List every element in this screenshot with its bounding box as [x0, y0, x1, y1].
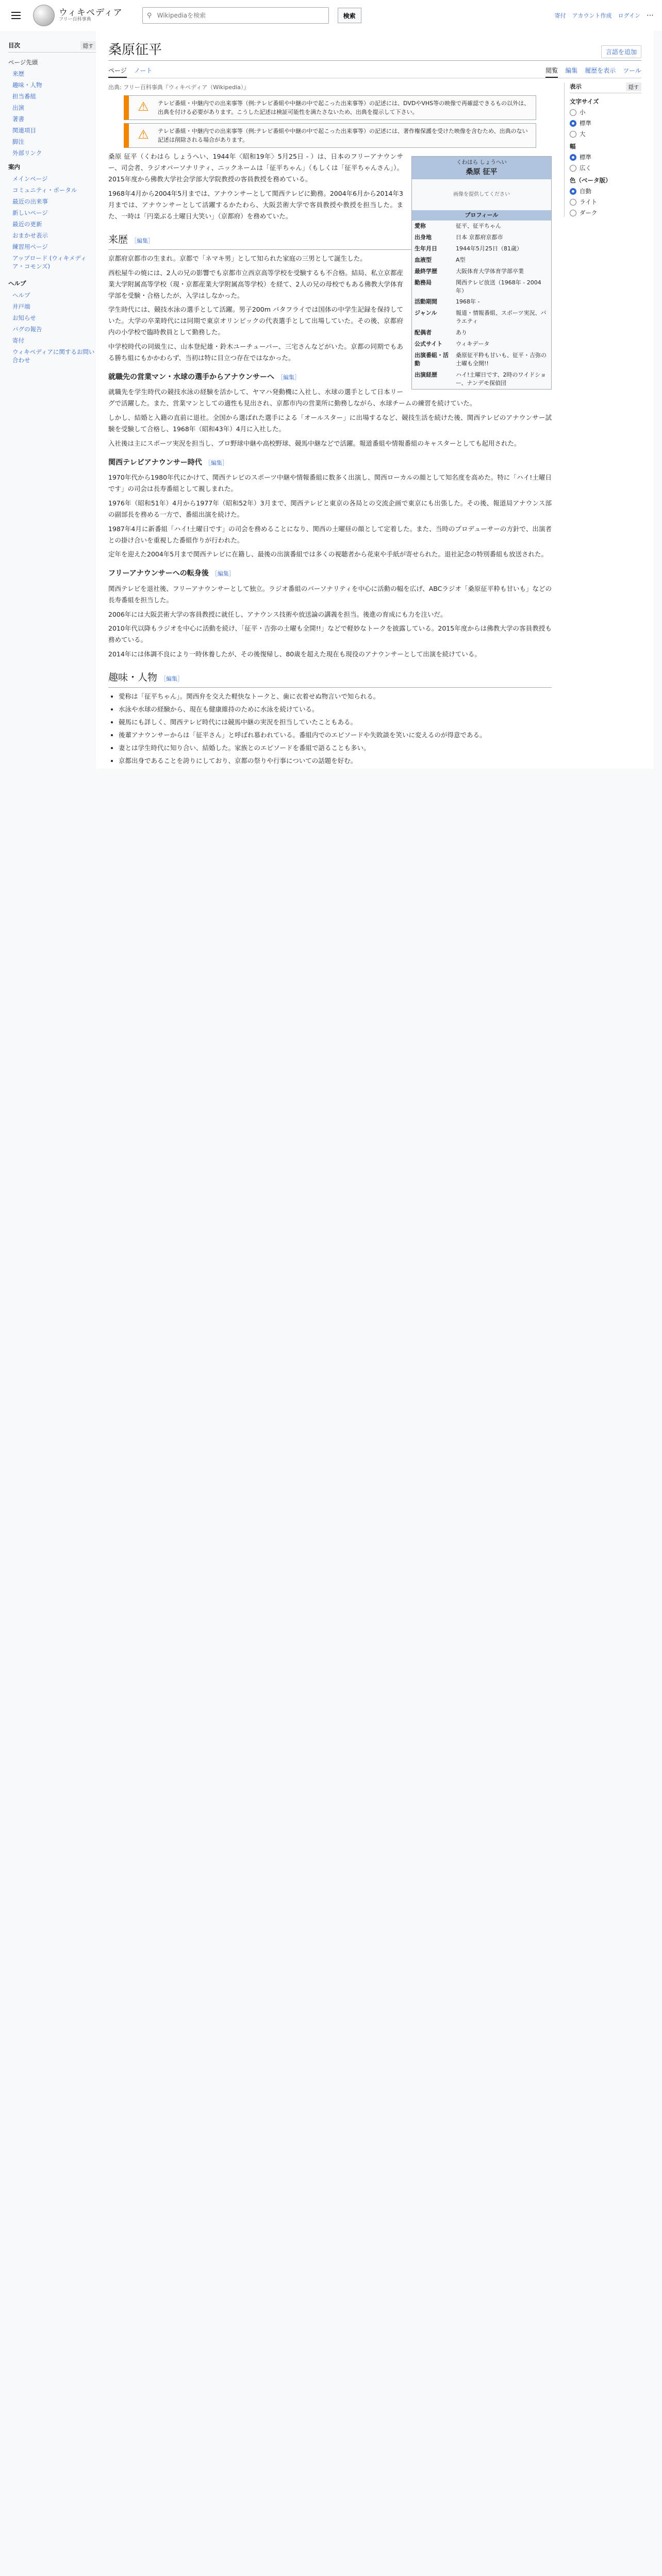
section-title: 趣味・人物 [108, 672, 158, 684]
tab-action[interactable]: 編集 [565, 67, 578, 74]
portal-link[interactable]: コミュニティ・ポータル [12, 187, 77, 194]
infobox-subheader: プロフィール [412, 210, 551, 221]
infobox-photo-placeholder[interactable]: 画像を提供してください [453, 191, 510, 197]
infobox-value: A型 [456, 256, 466, 263]
help-link[interactable]: ウィキペディアに関するお問い合わせ [12, 348, 95, 364]
toc-item[interactable]: 外部リンク [12, 149, 42, 157]
search-button[interactable]: 検索 [338, 8, 361, 23]
toc-item[interactable]: 出演 [12, 104, 24, 111]
infobox-row [412, 266, 551, 277]
text-size-option[interactable] [570, 108, 641, 116]
main-content [96, 31, 654, 769]
radio-icon [570, 120, 576, 127]
portal-link[interactable]: 練習用ページ [12, 243, 48, 250]
list-item: • 水泳や水球の経験から、現在も健康維持のために水泳を続けている。 [119, 704, 552, 715]
more-options-icon[interactable]: ⋯ [647, 11, 654, 20]
search-input[interactable] [156, 11, 328, 20]
section-edit-link[interactable]: ［編集］ [131, 237, 154, 244]
infobox-key: ジャンル [415, 310, 437, 317]
user-link[interactable]: アカウント作成 [572, 12, 612, 19]
radio-label: ダーク [580, 209, 598, 216]
list-item: • 後輩アナウンサーからは「征平さん」と呼ばれ慕われている。番組内でのエピソードや失敗談を笑いに変えるのが得意である。 [119, 730, 552, 741]
radio-icon [570, 165, 576, 172]
help-link[interactable]: 寄付 [12, 337, 24, 344]
paragraph: 定年を迎えた2004年5月まで関西テレビに在籍し、最後の出演番組では多くの視聴者から花束や手紙が寄せられた。退社記念の特別番組も放送された。 [108, 550, 548, 558]
infobox-row [412, 350, 551, 369]
paragraph: 就職先を学生時代の競技水泳の経験を活かして、ヤマハ発動機に入社し、水球の選手として日本リーグで活躍した。また、営業マンとしての適性も見出され、京都市内の営業所に勤務しながら、水球チームの練習を続けていた。 [108, 388, 476, 408]
site-logo[interactable] [33, 5, 123, 26]
infobox-value: 桑原征平粋も甘いも、征平・吉弥の土曜も全開!! [456, 352, 547, 367]
section-title: フリーアナウンサーへの転身後 [108, 569, 209, 578]
infobox-key: 配偶者 [415, 329, 432, 336]
radio-label: 大 [580, 130, 586, 138]
wikipedia-globe-icon [33, 5, 55, 26]
paragraph: しかし、結婚と入籍の直前に退社。全国から選ばれた選手による「オールスター」に出場するなど、競技生活を続けた後、関西テレビのアナウンサー試験を受験して合格し、1968年（昭和43年）4月に入社した。 [108, 414, 552, 433]
tagline: フリー百科事典 [59, 17, 91, 23]
radio-icon [570, 188, 576, 195]
width-label: 幅 [570, 143, 576, 150]
color-option[interactable] [570, 187, 641, 195]
toc-item[interactable]: 来歴 [12, 70, 24, 77]
article-body [108, 78, 552, 769]
paragraph: 1970年代から1980年代にかけて、関西テレビのスポーツ中継や情報番組に数多く出演し、関西ローカルの顔として知名度を高めた。特に「ハイ!土曜日です」の司会は長寿番組として親しまれた。 [108, 473, 552, 493]
paragraph: 2006年には大阪芸術大学の客員教授に就任し、アナウンス技術や放送論の講義を担当。後進の育成にも力を注いだ。 [108, 610, 447, 618]
toc-item[interactable]: 関連項目 [12, 127, 36, 134]
infobox [411, 156, 552, 389]
portal-link[interactable]: 新しいページ [12, 209, 48, 216]
list-item: • 妻とは学生時代に知り合い、結婚した。家族とのエピソードを番組で語ることも多い。 [119, 742, 552, 754]
help-link[interactable]: お知らせ [12, 314, 36, 321]
toc-item[interactable]: 趣味・人物 [12, 81, 42, 89]
search-icon: ⚲ [146, 11, 152, 20]
infobox-value: ウィキデータ [456, 341, 490, 348]
portal-link[interactable]: 最近の更新 [12, 221, 42, 228]
tab-action[interactable]: 閲覧 [545, 64, 558, 78]
infobox-key: 血液型 [415, 256, 432, 263]
lead-paragraph: 桑原 征平（くわはら しょうへい、1944年〈昭和19年〉5月25日 - ）は、日本のフリーアナウンサー、司会者、ラジオパーソナリティ、ニックネームは「征平ちゃん」（もしくは「征平ちゃんさん」）。2015年度から佛教大学社会学部大学院教授の客員教授を務めている。 [108, 152, 403, 183]
infobox-key: 生年月日 [415, 245, 437, 252]
text-size-label: 文字サイズ [570, 98, 599, 105]
color-label: 色（ベータ版） [570, 177, 611, 184]
toc-item[interactable]: 脚注 [12, 138, 24, 145]
toc-hide-button[interactable]: 隠す [80, 41, 96, 50]
paragraph: 1976年（昭和51年）4月から1977年（昭和52年）3月まで、関西テレビと東京の各局との交流企画で東京にも出張した。その後、報道局アナウンス部の副部長を務める一方で、番組出演を続けた。 [108, 499, 552, 518]
wordmark: ウィキペディア [59, 7, 123, 18]
radio-icon [570, 154, 576, 161]
paragraph: 入社後は主にスポーツ実況を担当し、プロ野球中継や高校野球、競馬中継などで活躍。報道番組や情報番組のキャスターとしても起用された。 [108, 439, 521, 447]
user-links [555, 11, 654, 20]
section-edit-link[interactable]: ［編集］ [205, 459, 228, 466]
infobox-key: 愛称 [415, 222, 426, 229]
infobox-row [412, 232, 551, 243]
paragraph: 2014年には体調不良により一時休養したが、その後復帰し、80歳を超えた現在も現役のアナウンサーとして出演を続けている。 [108, 650, 481, 658]
radio-icon [570, 109, 576, 116]
infobox-name: 桑原 征平 [466, 167, 498, 176]
notice-text: テレビ番組・中継内での出来事等（例:テレビ番組や中継の中で起こった出来事等）の記述には、DVDやVHS等の映像で再確認できるもの以外は、出典を付ける必要があります。こうした記述は検証可能性を満たさないため、出典を提示して下さい。 [158, 100, 530, 116]
portal-link[interactable]: メインページ [12, 175, 48, 182]
user-link[interactable]: ログイン [618, 12, 640, 19]
list-item: • 競馬にも詳しく、関西テレビ時代には競馬中継の実況を担当していたこともある。 [119, 717, 552, 728]
portal-link[interactable]: 最近の出来事 [12, 198, 48, 205]
infobox-row [412, 277, 551, 297]
infobox-key: 最終学歴 [415, 267, 437, 275]
appearance-hide-button[interactable]: 隠す [626, 82, 641, 91]
radio-label: ライト [580, 198, 598, 206]
section-title: 関西テレビアナウンサー時代 [108, 458, 202, 467]
paragraph: 関西テレビを退社後、フリーアナウンサーとして独立。ラジオ番組のパーソナリティを中心に活動の幅を広げ、ABCラジオ「桑原征平粋も甘いも」などの長寿番組を担当した。 [108, 584, 552, 604]
infobox-row [412, 221, 551, 232]
paragraph: 中学校時代の同級生に、山本登紀雄・鈴木ユーチューバー、三宅さんなどがいた。京都の同期でもある勝ち組にもかかわらず、当初は特に目立つ存在ではなかった。 [108, 343, 403, 362]
infobox-row [412, 327, 551, 338]
radio-label: 自動 [580, 188, 591, 195]
infobox-row [412, 255, 551, 266]
tab-action[interactable]: ツール [623, 67, 641, 74]
warning-icon: ⚠ [138, 127, 149, 142]
toc-item[interactable]: 担当番組 [12, 93, 36, 100]
help-link[interactable]: 井戸端 [12, 303, 30, 310]
width-option[interactable] [570, 164, 641, 172]
page-title: 桑原征平 [108, 42, 162, 58]
infobox-kana: くわはら しょうへい [456, 159, 507, 166]
infobox-value: 大阪体育大学体育学部卒業 [456, 267, 524, 275]
appearance-panel [564, 78, 641, 769]
tab-talk[interactable]: ノート [134, 67, 153, 74]
infobox-value: あり [456, 329, 467, 336]
infobox-value: 1968年 - [456, 298, 480, 306]
radio-label: 小 [580, 109, 586, 116]
search-box [142, 7, 329, 24]
infobox-key: 勤務局 [415, 279, 432, 286]
infobox-row [412, 308, 551, 327]
infobox-key: 出演経歴 [415, 371, 437, 379]
section-heading [108, 669, 552, 688]
radio-label: 標準 [580, 120, 591, 127]
bullet-list [108, 691, 552, 766]
radio-label: 広く [580, 164, 591, 172]
section-title: 来歴 [108, 233, 128, 245]
infobox-value: 1944年5月25日（81歳） [456, 245, 522, 252]
infobox-key: 出演番組・活動 [415, 352, 449, 367]
infobox-value: 日本 京都府京都市 [456, 233, 503, 241]
portal-title: 案内 [8, 163, 20, 171]
radio-icon [570, 210, 576, 216]
warning-icon: ⚠ [138, 99, 149, 114]
list-item: • 京都出身であることを誇りにしており、京都の祭りや行事についての話題を好む。 [119, 755, 552, 767]
section-heading [108, 456, 552, 469]
infobox-value: ハイ!土曜日です、2時のワイドショー、ナンデモ探偵団 [456, 371, 546, 386]
infobox-value: 関西テレビ放送（1968年 - 2004年） [456, 279, 541, 294]
section-title: 就職先の営業マン・水球の選手からアナウンサーへ [108, 372, 274, 381]
infobox-value: 征平、征平ちゃん [456, 222, 501, 229]
radio-icon [570, 199, 576, 206]
infobox-key: 公式サイト [415, 341, 443, 348]
portal-link[interactable]: おまかせ表示 [12, 232, 48, 239]
table-of-contents [8, 31, 96, 769]
width-option[interactable] [570, 153, 641, 161]
text-size-option[interactable] [570, 130, 641, 138]
main-menu-button[interactable] [8, 8, 24, 23]
paragraph: 1987年4月に新番組「ハイ!土曜日です」の司会を務めることになり、関西の土曜昼の顔として定着した。また、当時のプロデューサーの方針で、出演者との掛け合いを重視した番組作りが行われた。 [108, 524, 552, 544]
portal-link[interactable]: アップロード (ウィキメディア・コモンズ) [12, 255, 87, 270]
notice-text: テレビ番組・中継内での出来事等（例:テレビ番組や中継の中で起こった出来事等）の記述には、著作権保護を受けた映像を含むため、出典のない記述は削除される場合があります。 [158, 128, 528, 144]
user-link[interactable]: 寄付 [554, 12, 566, 19]
infobox-row [412, 338, 551, 350]
toc-top-link[interactable]: ページ先頭 [8, 59, 38, 66]
radio-label: 標準 [580, 154, 591, 161]
appearance-title: 表示 [570, 83, 582, 90]
section-heading [108, 567, 552, 580]
radio-icon [570, 131, 576, 138]
infobox-row [412, 369, 551, 389]
infobox-row [412, 296, 551, 308]
infobox-key: 活動期間 [415, 298, 437, 306]
lead-paragraph-2: 1968年4月から2004年5月までは、アナウンサーとして関西テレビに勤務。2004年6月から2014年3月までは、アナウンサーとして活躍するかたわら、大阪芸術大学で客員教授や教授を担当した。また、一時は「円楽ぶる土曜日大笑い」（京都府）を務めていた。 [108, 190, 403, 220]
section-edit-link[interactable]: ［編集］ [160, 675, 184, 683]
paragraph: 京都府京都市の生まれ。京都で「ネマキ男」として知られた家庭の三男として誕生した。 [108, 254, 367, 262]
color-option[interactable] [570, 198, 641, 206]
tab-action[interactable]: 履歴を表示 [585, 67, 616, 74]
help-link[interactable]: ヘルプ [12, 292, 30, 299]
infobox-row [412, 243, 551, 255]
paragraph: 学生時代には、競技水泳の選手として活躍。男子200m バタフライでは国体の中学生記録を保持していた。大学の卒業時代には同期で東京オリンピックの代表選手として出場していた。その後、京都府内の小学校で臨時教員として勤務した。 [108, 306, 403, 336]
list-item: • 愛称は「征平ちゃん」。関西弁を交えた軽快なトークと、歯に衣着せぬ物言いで知られる。 [119, 691, 552, 702]
paragraph: 西松屋牛の焼には、2人の兄の影響でも京都市立西京高等学校を受験するも不合格。結局、私立京都産業大学附属高等学校（現・京都産業大学附属高等学校）を経て、2人の兄の母校でもある佛教大学体育学部を受験・合格したが、入学はしなかった。 [108, 268, 403, 299]
paragraph: 2010年代以降もラジオを中心に活動を続け、「征平・吉弥の土曜も全開!!」などで軽妙なトークを披露している。2015年度からは佛教大学の客員教授も務めている。 [108, 624, 552, 644]
toc-item[interactable]: 著書 [12, 115, 24, 123]
section-edit-link[interactable]: ［編集］ [211, 570, 235, 578]
infobox-key: 出身地 [415, 233, 432, 241]
help-link[interactable]: バグの報告 [12, 326, 42, 333]
color-option[interactable] [570, 209, 641, 217]
tab-page[interactable]: ページ [108, 64, 127, 78]
notice-box [124, 123, 536, 148]
help-title: ヘルプ [8, 280, 26, 287]
text-size-option[interactable] [570, 119, 641, 127]
article-source: 出典: フリー百科事典『ウィキペディア（Wikipedia）』 [108, 84, 250, 91]
site-header [0, 0, 662, 31]
language-button[interactable]: 言語を追加 [601, 45, 641, 58]
toc-title: 目次 [8, 42, 20, 49]
notice-box [124, 95, 536, 120]
infobox-value: 報道・情報番組、スポーツ実況、バラエティ [456, 310, 547, 325]
section-edit-link[interactable]: ［編集］ [277, 374, 300, 381]
